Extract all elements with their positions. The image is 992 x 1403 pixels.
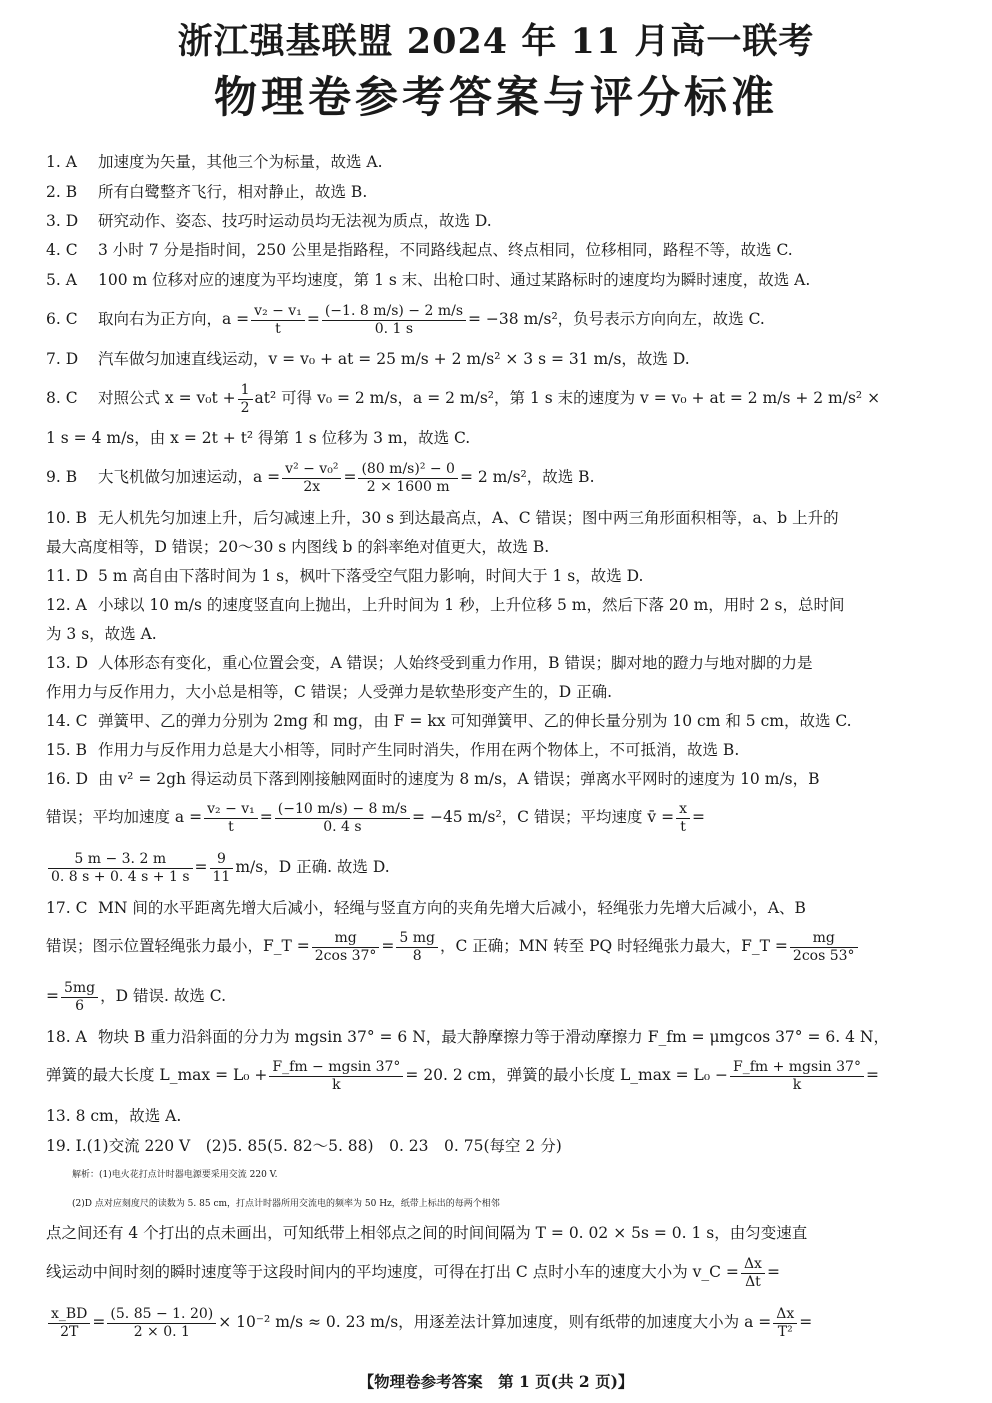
answer-text: MN 间的水平距离先增大后减小，轻绳与竖直方向的夹角先增大后减小，轻绳张力先增大后减小，A、B xyxy=(98,899,806,917)
answer-number: 11. D xyxy=(46,567,89,585)
answer-number: 8. C xyxy=(46,389,78,407)
answer-item xyxy=(46,769,950,789)
answer-number: 17. C xyxy=(46,899,88,917)
answer-text: 取向右为正方向，a = xyxy=(98,310,250,328)
numerator: x xyxy=(676,801,690,819)
equals-sign: = xyxy=(92,1313,106,1331)
answer-item xyxy=(46,458,950,496)
answer-text: × 10⁻² m/s ≈ 0. 23 m/s，用逐差法计算加速度，则有纸带的加速度大小为 a = xyxy=(218,1313,772,1331)
denominator: 2 × 0. 1 xyxy=(133,1323,190,1340)
answer-text: = 2 m/s²，故选 B. xyxy=(459,468,595,486)
answer-item xyxy=(46,595,950,615)
analysis-line xyxy=(46,1253,950,1291)
answer-text: 所有白鹭整齐飞行，相对静止，故选 B. xyxy=(98,183,368,201)
numerator: 9 xyxy=(210,851,234,869)
answer-item: 19. Ⅰ.(1)交流 220 V (2)5. 85(5. 82～5. 88) 0. 23 0. 75(每空 2 分) xyxy=(46,1137,562,1155)
answer-text: 物块 B 重力沿斜面的分力为 mgsin 37° = 6 N，最大静摩擦力等于滑动摩擦力 F_fm = μmgcos 37° = 6. 4 N， xyxy=(98,1028,889,1046)
numerator: v₂ − v₁ xyxy=(204,801,258,819)
answer-item xyxy=(46,711,950,731)
answer-number: 14. C xyxy=(46,712,88,730)
fraction xyxy=(210,851,234,886)
equals-sign: = xyxy=(691,808,705,826)
answer-number: 12. A xyxy=(46,596,87,614)
numerator: x_BD xyxy=(48,1306,90,1324)
fraction xyxy=(676,801,690,836)
answer-item xyxy=(46,740,950,760)
denominator: t xyxy=(275,320,281,337)
numerator: F_fm + mgsin 37° xyxy=(730,1059,864,1077)
answer-item xyxy=(46,1027,950,1047)
fraction xyxy=(730,1059,864,1094)
answer-number: 2. B xyxy=(46,183,78,201)
fraction xyxy=(238,382,253,417)
answer-item xyxy=(46,270,950,290)
answer-number: 9. B xyxy=(46,468,78,486)
fraction xyxy=(275,801,410,836)
answer-continuation xyxy=(46,927,950,965)
answer-text: ，D 错误. 故选 C. xyxy=(100,987,227,1005)
fraction xyxy=(48,851,193,886)
denominator: 8 xyxy=(412,947,422,964)
equals-sign: = xyxy=(306,310,320,328)
denominator: 6 xyxy=(75,997,85,1014)
fraction xyxy=(269,1059,403,1094)
numerator: 1 xyxy=(238,382,253,400)
answer-continuation xyxy=(46,977,950,1015)
answer-text: 由 v² = 2gh 得运动员下落到刚接触网面时的速度为 8 m/s，A 错误；弹离水平网时的速度为 10 m/s，B xyxy=(98,770,820,788)
analysis-line xyxy=(46,1303,950,1341)
answer-text: m/s，D 正确. 故选 D. xyxy=(235,858,390,876)
denominator: 0. 1 s xyxy=(374,320,414,337)
answer-continuation: 最大高度相等，D 错误；20～30 s 内图线 b 的斜率绝对值更大，故选 B. xyxy=(46,538,550,556)
denominator: 11 xyxy=(212,868,231,885)
denominator: Δt xyxy=(745,1273,761,1290)
numerator: (5. 85 − 1. 20) xyxy=(107,1306,216,1324)
exam-title: 浙江强基联盟 2024 年 11 月高一联考 xyxy=(177,21,815,62)
answer-number: 5. A xyxy=(46,271,77,289)
answer-number: 7. D xyxy=(46,350,79,368)
denominator: 0. 8 s + 0. 4 s + 1 s xyxy=(51,868,190,885)
answer-item xyxy=(46,182,950,202)
equals-sign: = xyxy=(194,858,208,876)
answer-text: 100 m 位移对应的速度为平均速度，第 1 s 末、出枪口时、通过某路标时的速度均为瞬时速度，故选 A. xyxy=(98,271,811,289)
answer-text: 5 m 高自由下落时间为 1 s，枫叶下落受空气阻力影响，时间大于 1 s，故选 D. xyxy=(98,567,644,585)
answer-number: 4. C xyxy=(46,241,78,259)
denominator: 2 × 1600 m xyxy=(366,478,450,495)
analysis-line: 点之间还有 4 个打出的点未画出，可知纸带上相邻点之间的时间间隔为 T = 0. 02 × 5s = 0. 1 s，由匀变速直 xyxy=(46,1224,808,1242)
answer-item xyxy=(46,211,950,231)
numerator: 5 mg xyxy=(396,930,438,948)
answer-text: 错误；图示位置轻绳张力最小，F_T = xyxy=(46,937,310,955)
fraction xyxy=(204,801,258,836)
equals-sign: = xyxy=(259,808,273,826)
answer-item xyxy=(46,653,950,673)
fraction xyxy=(773,1306,797,1341)
answer-text: 作用力与反作用力总是大小相等，同时产生同时消失，作用在两个物体上，不可抵消，故选 B. xyxy=(98,741,740,759)
answer-text: ，C 正确；MN 转至 PQ 时轻绳张力最大，F_T = xyxy=(440,937,788,955)
denominator: 2T xyxy=(60,1323,79,1340)
answer-number: 1. A xyxy=(46,153,77,171)
answer-continuation: 作用力与反作用力，大小总是相等，C 错误；人受弹力是软垫形变产生的，D 正确. xyxy=(46,683,613,701)
denominator: 2 xyxy=(240,399,250,416)
answer-item xyxy=(46,152,950,172)
equals-sign: = xyxy=(343,468,357,486)
answer-number: 18. A xyxy=(46,1028,87,1046)
answer-text: 研究动作、姿态、技巧时运动员均无法视为质点，故选 D. xyxy=(98,212,492,230)
answer-continuation: 1 s = 4 m/s，由 x = 2t + t² 得第 1 s 位移为 3 m，故选 C. xyxy=(46,429,471,447)
fraction xyxy=(741,1256,765,1291)
answer-item xyxy=(46,240,950,260)
fraction xyxy=(61,980,98,1015)
fraction xyxy=(251,303,305,338)
numerator: (−10 m/s) − 8 m/s xyxy=(275,801,410,819)
numerator: (80 m/s)² − 0 xyxy=(358,461,458,479)
document-title: 物理卷参考答案与评分标准 xyxy=(214,73,778,123)
answer-text: 对照公式 x = v₀t + xyxy=(98,389,236,407)
denominator: T² xyxy=(777,1323,793,1340)
denominator: 2cos 37° xyxy=(314,947,377,964)
answer-continuation: 13. 8 cm，故选 A. xyxy=(46,1107,182,1125)
fraction xyxy=(48,1306,90,1341)
answer-text: 3 小时 7 分是指时间，250 公里是指路程，不同路线起点、终点相同，位移相同，路程不等，故选 C. xyxy=(98,241,793,259)
numerator: F_fm − mgsin 37° xyxy=(269,1059,403,1077)
answer-number: 13. D xyxy=(46,654,89,672)
numerator: Δx xyxy=(741,1256,765,1274)
answer-text: 汽车做匀加速直线运动，v = v₀ + at = 25 m/s + 2 m/s² × 3 s = 31 m/s，故选 D. xyxy=(98,350,690,368)
fraction xyxy=(107,1306,216,1341)
answer-item xyxy=(46,566,950,586)
analysis-line: 解析：(1)电火花打点计时器电源要采用交流 220 V. xyxy=(72,1170,278,1180)
numerator: v² − v₀² xyxy=(282,461,341,479)
answer-text: 人体形态有变化，重心位置会变，A 错误；人始终受到重力作用，B 错误；脚对地的蹬力与地对脚的力是 xyxy=(98,654,813,672)
numerator: mg xyxy=(312,930,380,948)
numerator: v₂ − v₁ xyxy=(251,303,305,321)
answer-text: = −38 m/s²，负号表示方向向左，故选 C. xyxy=(468,310,765,328)
answer-item xyxy=(46,898,950,918)
answer-number: 3. D xyxy=(46,212,79,230)
answer-continuation xyxy=(46,798,950,836)
numerator: 5mg xyxy=(61,980,98,998)
fraction xyxy=(282,461,341,496)
answer-item xyxy=(46,300,950,338)
answer-item xyxy=(46,349,950,369)
answer-item xyxy=(46,379,950,417)
equals-sign: = xyxy=(799,1313,813,1331)
numerator: (−1. 8 m/s) − 2 m/s xyxy=(322,303,466,321)
equals-sign: = xyxy=(766,1263,780,1281)
equals-sign: = xyxy=(865,1066,879,1084)
answer-text: = 20. 2 cm，弹簧的最小长度 L_max = L₀ − xyxy=(405,1066,728,1084)
answer-text: = −45 m/s²，C 错误；平均速度 v̄ = xyxy=(412,808,675,826)
denominator: k xyxy=(332,1076,341,1093)
answer-text: 加速度为矢量，其他三个为标量，故选 A. xyxy=(98,153,383,171)
answer-number: 10. B xyxy=(46,509,87,527)
equals-sign: = xyxy=(381,937,395,955)
numerator: 5 m − 3. 2 m xyxy=(48,851,193,869)
answer-number: 6. C xyxy=(46,310,78,328)
fraction xyxy=(396,930,438,965)
answer-text: 线运动中间时刻的瞬时速度等于这段时间内的平均速度，可得在打出 C 点时小车的速度大小为 v_C = xyxy=(46,1263,739,1281)
answer-number: 16. D xyxy=(46,770,89,788)
denominator: 0. 4 s xyxy=(323,818,362,835)
fraction xyxy=(322,303,466,338)
answer-continuation xyxy=(46,848,950,886)
answer-text: 小球以 10 m/s 的速度竖直向上抛出，上升时间为 1 秒，上升位移 5 m，然后下落 20 m，用时 2 s，总时间 xyxy=(98,596,845,614)
page-footer: 【物理卷参考答案 第 1 页(共 2 页)】 xyxy=(358,1372,634,1391)
numerator: Δx xyxy=(773,1306,797,1324)
fraction xyxy=(790,930,858,965)
answer-item xyxy=(46,508,950,528)
answer-text: 弹簧的最大长度 L_max = L₀ + xyxy=(46,1066,268,1084)
fraction xyxy=(312,930,380,965)
denominator: t xyxy=(228,818,234,835)
denominator: t xyxy=(680,818,686,835)
fraction xyxy=(358,461,458,496)
answer-text: 大飞机做匀加速运动，a = xyxy=(98,468,281,486)
equals-sign: = xyxy=(46,987,59,1005)
answer-continuation: 为 3 s，故选 A. xyxy=(46,625,157,643)
denominator: 2cos 53° xyxy=(792,947,855,964)
answer-text: 错误；平均加速度 a = xyxy=(46,808,203,826)
numerator: mg xyxy=(790,930,858,948)
answer-text: 弹簧甲、乙的弹力分别为 2mg 和 mg，由 F = kx 可知弹簧甲、乙的伸长量分别为 10 cm 和 5 cm，故选 C. xyxy=(98,712,852,730)
analysis-line: (2)D 点对应刻度尺的读数为 5. 85 cm，打点计时器所用交流电的频率为 50 Hz，纸带上标出的每两个相邻 xyxy=(72,1199,500,1209)
answer-text: at² 可得 v₀ = 2 m/s，a = 2 m/s²，第 1 s 末的速度为 v = v₀ + at = 2 m/s + 2 m/s² × xyxy=(254,389,881,407)
denominator: 2x xyxy=(303,478,321,495)
answer-number: 15. B xyxy=(46,741,87,759)
answer-text: 无人机先匀加速上升，后匀减速上升，30 s 到达最高点，A、C 错误；图中两三角形面积相等，a、b 上升的 xyxy=(98,509,839,527)
answer-continuation xyxy=(46,1056,950,1094)
denominator: k xyxy=(792,1076,802,1093)
